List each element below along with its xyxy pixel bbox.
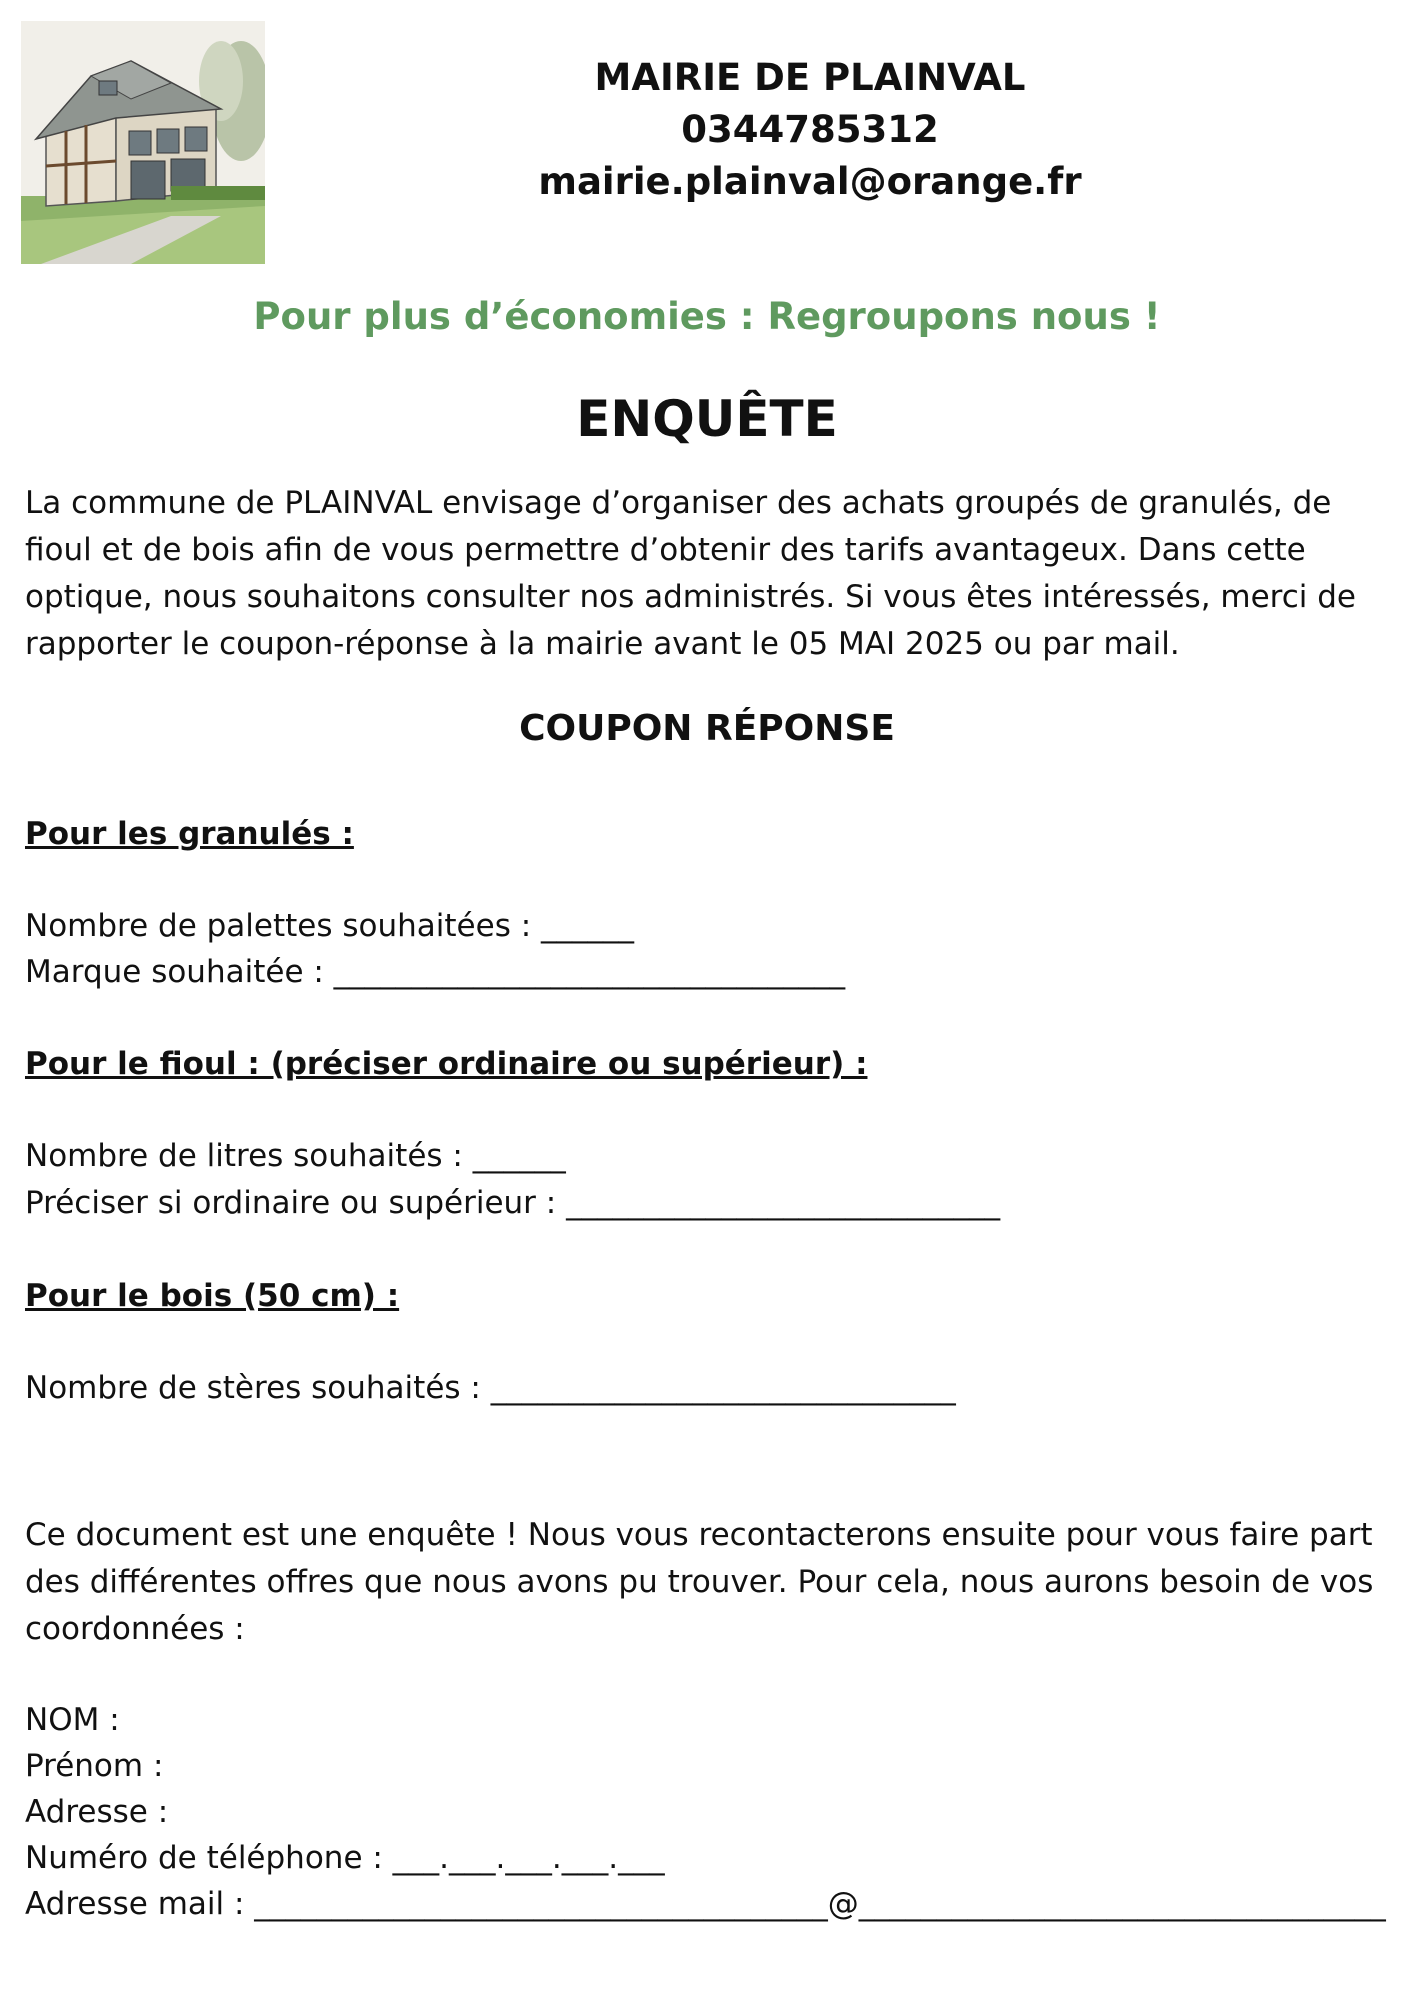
palettes-field[interactable]: Nombre de palettes souhaitées : ______ <box>25 908 634 944</box>
prenom-field[interactable]: Prénom : <box>25 1748 164 1784</box>
town-hall-illustration <box>21 21 265 264</box>
closing-paragraph: Ce document est une enquête ! Nous vous recontacterons ensuite pour vous faire part des différentes offres que nous avons pu trouver. Pour cela, nous aurons besoin de vos coordonnées : <box>25 1517 1374 1647</box>
mairie-phone: 0344785312 <box>681 108 939 151</box>
steres-field[interactable]: Nombre de stères souhaités : ______________________________ <box>25 1370 956 1406</box>
coupon-title: COUPON RÉPONSE <box>519 708 895 749</box>
nom-field[interactable]: NOM : <box>25 1702 120 1738</box>
marque-field[interactable]: Marque souhaitée : _________________________________ <box>25 954 846 990</box>
section-bois-title: Pour le bois (50 cm) : <box>25 1278 400 1314</box>
town-hall-icon <box>21 21 265 264</box>
intro-paragraph: La commune de PLAINVAL envisage d’organiser des achats groupés de granulés, de fioul et de bois afin de vous permettre d’obtenir des tarifs avantageux. Dans cette optique, nous souhaitons consulter nos administrés. Si vous êtes intéressés, merci de rapporter le coupon-réponse à la mairie avant le 05 MAI 2025 ou par mail. <box>25 485 1357 662</box>
litres-field[interactable]: Nombre de litres souhaités : ______ <box>25 1138 566 1174</box>
document-title: ENQUÊTE <box>576 390 838 448</box>
section-fioul-title: Pour le fioul : (préciser ordinaire ou supérieur) : <box>25 1046 868 1082</box>
mairie-name: MAIRIE DE PLAINVAL <box>594 56 1026 99</box>
fioul-type-field[interactable]: Préciser si ordinaire ou supérieur : ____________________________ <box>25 1185 1001 1221</box>
adresse-field[interactable]: Adresse : <box>25 1794 169 1830</box>
section-granules-title: Pour les granulés : <box>25 816 354 852</box>
mairie-email: mairie.plainval@orange.fr <box>538 160 1082 203</box>
telephone-field[interactable]: Numéro de téléphone : ___.___.___.___.___ <box>25 1840 665 1876</box>
slogan: Pour plus d’économies : Regroupons nous ! <box>253 295 1161 338</box>
header <box>430 52 1190 208</box>
mail-field[interactable]: Adresse mail : _____________________________________@__________________________________ <box>25 1886 1386 1922</box>
